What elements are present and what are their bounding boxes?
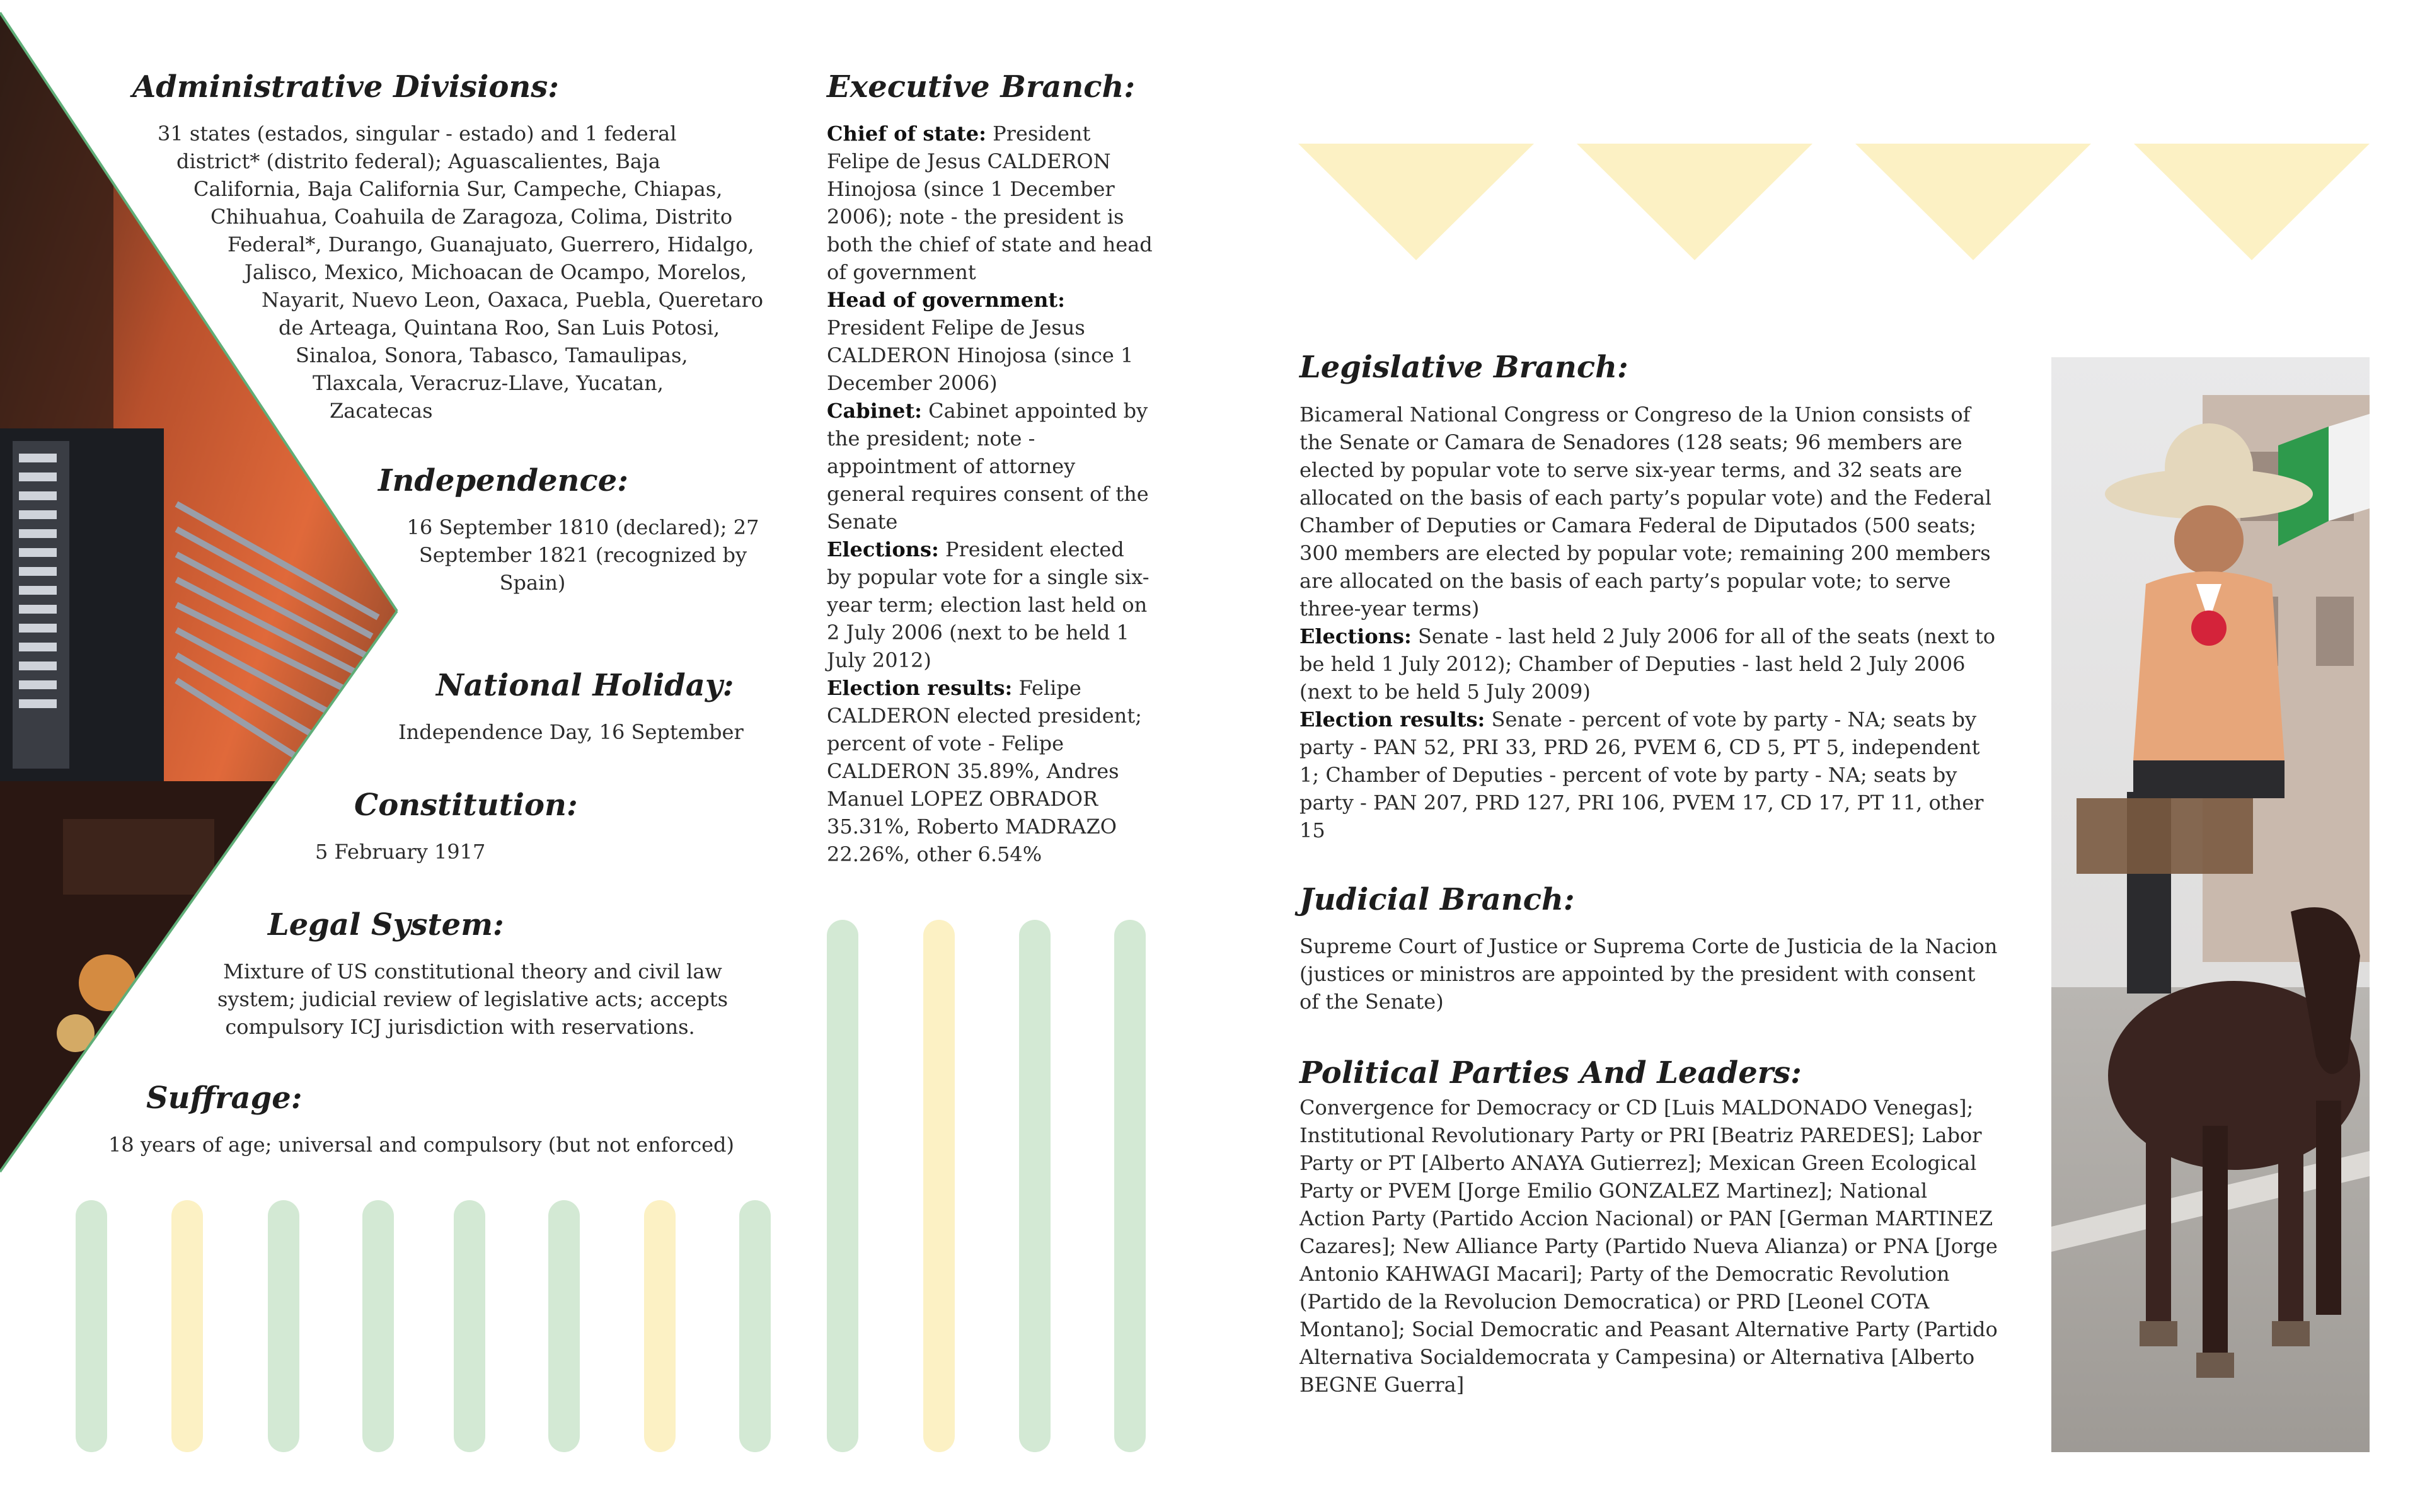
text-line: Spain) <box>499 571 566 595</box>
text-line: de Arteaga, Quintana Roo, San Luis Potosi, <box>279 316 720 340</box>
judicial-branch-text: Supreme Court of Justice or Suprema Corte de Justicia de la Nacion (justices or ministros are appointed by the president with consent of the Senate) <box>1299 934 1998 1014</box>
text-line: district* (distrito federal); Aguascalientes, Baja <box>176 149 660 173</box>
text-line: 31 states (estados, singular - estado) and 1 federal <box>158 122 677 146</box>
decorative-bar <box>739 1200 771 1452</box>
text-line: Sinaloa, Sonora, Tabasco, Tamaulipas, <box>296 343 688 367</box>
cabinet-text: Cabinet appointed by the president; note - appointment of attorney general requires consent of the Senate <box>827 399 1149 534</box>
elections-label: Elections: <box>827 537 939 561</box>
text-line: Jalisco, Mexico, Michoacan de Ocampo, Morelos, <box>245 260 747 284</box>
political-parties-title: Political Parties And Leaders: <box>1299 1055 1802 1091</box>
decorative-bar <box>171 1200 203 1452</box>
decorative-bar <box>1019 920 1051 1452</box>
decorative-bar <box>1114 920 1146 1452</box>
decorative-bar <box>923 920 955 1452</box>
legislative-description: Bicameral National Congress or Congreso de la Union consists of the Senate or Camara de Senadores (128 seats; 96 members are elected by popular vote to serve six-year terms, and 32 seats are allocated on the basis of each party’s popular vote) and the Federal Chamber of Deputies or Camara Federal de Diputados (500 seats; 300 members are elected by popular vote; remaining 200 members are allocated on the basis of each party’s popular vote; to serve three-year terms) <box>1299 403 1992 621</box>
cabinet-label: Cabinet: <box>827 399 922 423</box>
chief-of-state-label: Chief of state: <box>827 122 986 146</box>
triangle-shape <box>1855 144 2091 260</box>
head-of-government-text: President Felipe de Jesus CALDERON Hinojosa (since 1 December 2006) <box>827 316 1134 395</box>
text-line: 16 September 1810 (declared); 27 <box>406 515 759 539</box>
text-line: California, Baja California Sur, Campeche, Chiapas, <box>193 177 723 201</box>
decorative-bar <box>827 920 858 1452</box>
independence-title: Independence: <box>378 463 628 498</box>
text-line: system; judicial review of legislative acts; accepts <box>217 987 728 1011</box>
text-line: September 1821 (recognized by <box>418 543 747 567</box>
suffrage-text: 18 years of age; universal and compulsory (but not enforced) <box>108 1133 735 1157</box>
election-results-text: Senate - percent of vote by party - NA; seats by party - PAN 52, PRI 33, PRD 26, PVEM 6, CD 5, PT 5, independent 1; Chamber of Deputies - percent of vote by party - NA; seats by party - PAN 207, PRD 127, PRI 106, PVEM 17, CD 17, PT 11, other 15 <box>1299 707 1984 842</box>
head-of-government-label: Head of government: <box>827 288 1065 312</box>
election-results-label: Election results: <box>827 676 1013 700</box>
charro-horse-photo <box>2051 357 2370 1452</box>
legislative-branch-title: Legislative Branch: <box>1299 350 1628 385</box>
admin-divisions-text <box>158 120 763 425</box>
triangle-shape <box>1577 144 1812 260</box>
election-results-text: Felipe CALDERON elected president; percent of vote - Felipe CALDERON 35.89%, Andres Manuel LOPEZ OBRADOR 35.31%, Roberto MADRAZO 22.26%, other 6.54% <box>827 676 1142 866</box>
national-holiday-title: National Holiday: <box>436 668 734 703</box>
text-line: compulsory ICJ jurisdiction with reservations. <box>225 1015 695 1039</box>
triangle-shape <box>2134 144 2370 260</box>
legal-system-title: Legal System: <box>268 907 504 942</box>
election-results-label: Election results: <box>1299 707 1485 731</box>
suffrage-title: Suffrage: <box>146 1080 302 1116</box>
decorative-bar <box>644 1200 676 1452</box>
elections-text: Senate - last held 2 July 2006 for all of the seats (next to be held 1 July 2012); Chamber of Deputies - last held 2 July 2006 (next to be held 5 July 2009) <box>1299 624 1995 704</box>
constitution-title: Constitution: <box>354 788 578 823</box>
executive-branch-text <box>827 120 1155 868</box>
triangle-shape <box>1298 144 1534 260</box>
judicial-branch-title: Judicial Branch: <box>1299 882 1575 917</box>
independence-text <box>403 513 763 597</box>
decorative-bar <box>548 1200 580 1452</box>
elections-label: Elections: <box>1299 624 1412 648</box>
decorative-bar <box>76 1200 107 1452</box>
legislative-branch-text <box>1299 401 1999 844</box>
text-line: Mixture of US constitutional theory and civil law <box>223 959 722 983</box>
decorative-bar <box>454 1200 485 1452</box>
constitution-text: 5 February 1917 <box>315 840 486 864</box>
text-line: Tlaxcala, Veracruz-Llave, Yucatan, <box>313 371 664 395</box>
political-parties-text: Convergence for Democracy or CD [Luis MALDONADO Venegas]; Institutional Revolutionary Party or PRI [Beatriz PAREDES]; Labor Party or PT [Alberto ANAYA Gutierrez]; Mexican Green Ecological Party or PVEM [Jorge Emilio GONZALEZ Martinez]; National Action Party (Partido Accion Nacional) or PAN [German MARTINEZ Cazares]; New Alliance Party (Partido Nueva Alianza) or PNA [Jorge Antonio KAHWAGI Macari]; Party of the Democratic Revolution (Partido de la Revolucion Democratica) or PRD [Leonel COTA Montano]; Social Democratic and Peasant Alternative Party (Partido Alternativa Socialdemocrata y Campesina) or Alternativa [Alberto BEGNE Guerra] <box>1299 1096 1998 1397</box>
text-line: Chihuahua, Coahuila de Zaragoza, Colima, Distrito <box>210 205 733 229</box>
elections-text: President elected by popular vote for a single six-year term; election last held on 2 July 2006 (next to be held 1 July 2012) <box>827 537 1150 672</box>
national-holiday-text: Independence Day, 16 September <box>398 720 744 744</box>
decorative-triangles <box>1298 144 2382 263</box>
executive-branch-title: Executive Branch: <box>827 69 1136 105</box>
text-line: Federal*, Durango, Guanajuato, Guerrero, Hidalgo, <box>228 232 754 256</box>
text-line: Nayarit, Nuevo Leon, Oaxaca, Puebla, Queretaro <box>262 288 763 312</box>
text-line: Zacatecas <box>330 399 433 423</box>
admin-divisions-title: Administrative Divisions: <box>132 69 559 105</box>
chief-of-state-text: President Felipe de Jesus CALDERON Hinojosa (since 1 December 2006); note - the president is both the chief of state and head of government <box>827 122 1153 284</box>
decorative-bar <box>362 1200 394 1452</box>
decorative-bar <box>268 1200 299 1452</box>
legal-system-text <box>189 958 756 1041</box>
